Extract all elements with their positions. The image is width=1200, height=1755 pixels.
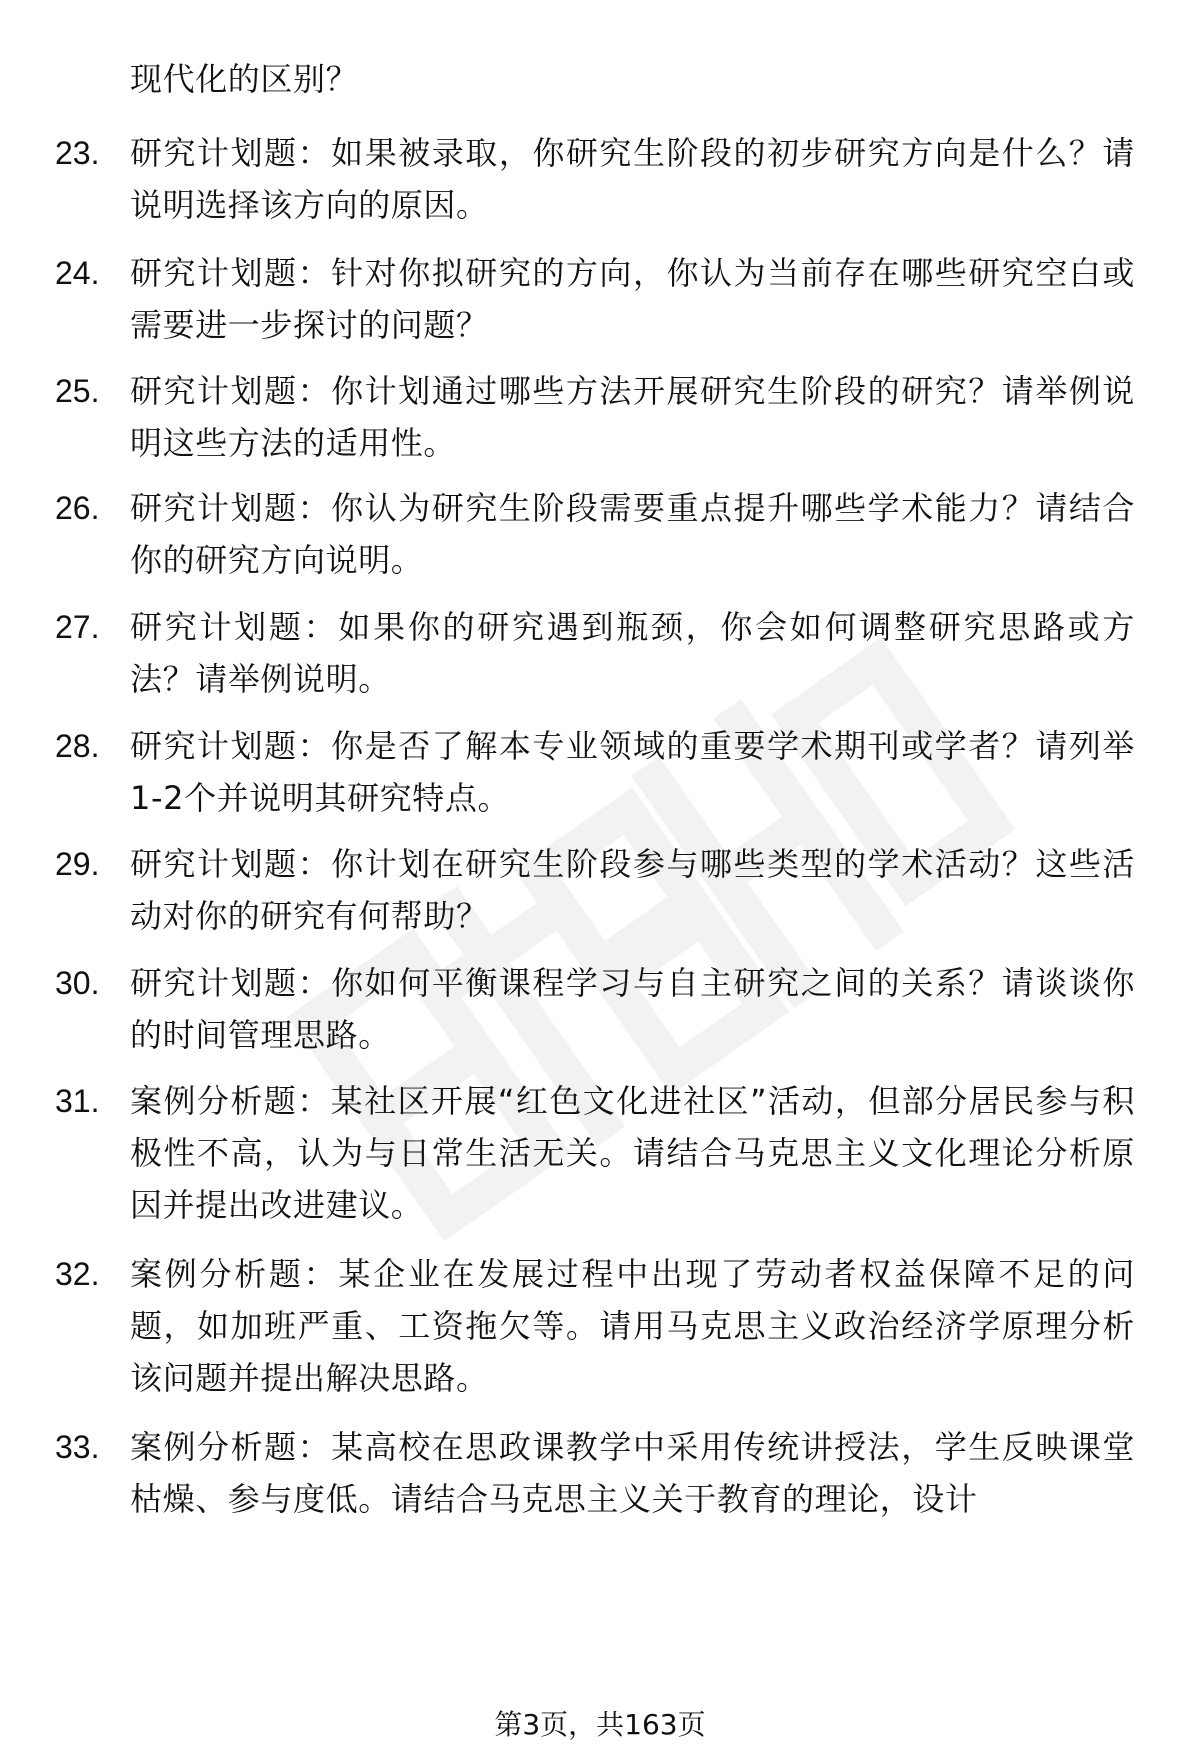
question-text: 研究计划题：你如何平衡课程学习与自主研究之间的关系？请谈谈你的时间管理思路。	[130, 964, 1135, 1054]
question-text: 研究计划题：你计划通过哪些方法开展研究生阶段的研究？请举例说明这些方法的适用性。	[130, 372, 1135, 462]
continuation-text: 现代化的区别？	[130, 60, 359, 98]
question-number: 31.	[55, 1083, 100, 1119]
question-text: 案例分析题：某企业在发展过程中出现了劳动者权益保障不足的问题，如加班严重、工资拖欠等。请用马克思主义政治经济学原理分析该问题并提出解决思路。	[130, 1255, 1135, 1397]
question-text: 案例分析题：某高校在思政课教学中采用传统讲授法，学生反映课堂枯燥、参与度低。请结合马克思主义关于教育的理论，设计	[130, 1428, 1135, 1518]
question-text: 研究计划题：你计划在研究生阶段参与哪些类型的学术活动？这些活动对你的研究有何帮助？	[130, 845, 1135, 935]
question-number: 26.	[55, 490, 100, 526]
question-number: 30.	[55, 965, 100, 1001]
question-number: 27.	[55, 609, 100, 645]
question-text: 研究计划题：如果你的研究遇到瓶颈，你会如何调整研究思路或方法？请举例说明。	[130, 608, 1135, 698]
question-text: 研究计划题：如果被录取，你研究生阶段的初步研究方向是什么？请说明选择该方向的原因。	[130, 134, 1135, 224]
question-number: 29.	[55, 846, 100, 882]
question-number: 33.	[55, 1429, 100, 1465]
question-number: 25.	[55, 373, 100, 409]
question-number: 24.	[55, 255, 100, 291]
page-footer: 第3页，共163页	[494, 1708, 706, 1741]
question-text: 研究计划题：针对你拟研究的方向，你认为当前存在哪些研究空白或需要进一步探讨的问题？	[130, 254, 1135, 344]
question-number: 23.	[55, 135, 100, 171]
question-text: 案例分析题：某社区开展“红色文化进社区”活动，但部分居民参与积极性不高，认为与日常生活无关。请结合马克思主义文化理论分析原因并提出改进建议。	[130, 1082, 1135, 1224]
question-text: 研究计划题：你是否了解本专业领域的重要学术期刊或学者？请列举1-2个并说明其研究特点。	[130, 727, 1135, 817]
question-number: 32.	[55, 1256, 100, 1292]
question-text: 研究计划题：你认为研究生阶段需要重点提升哪些学术能力？请结合你的研究方向说明。	[130, 489, 1135, 579]
question-number: 28.	[55, 728, 100, 764]
